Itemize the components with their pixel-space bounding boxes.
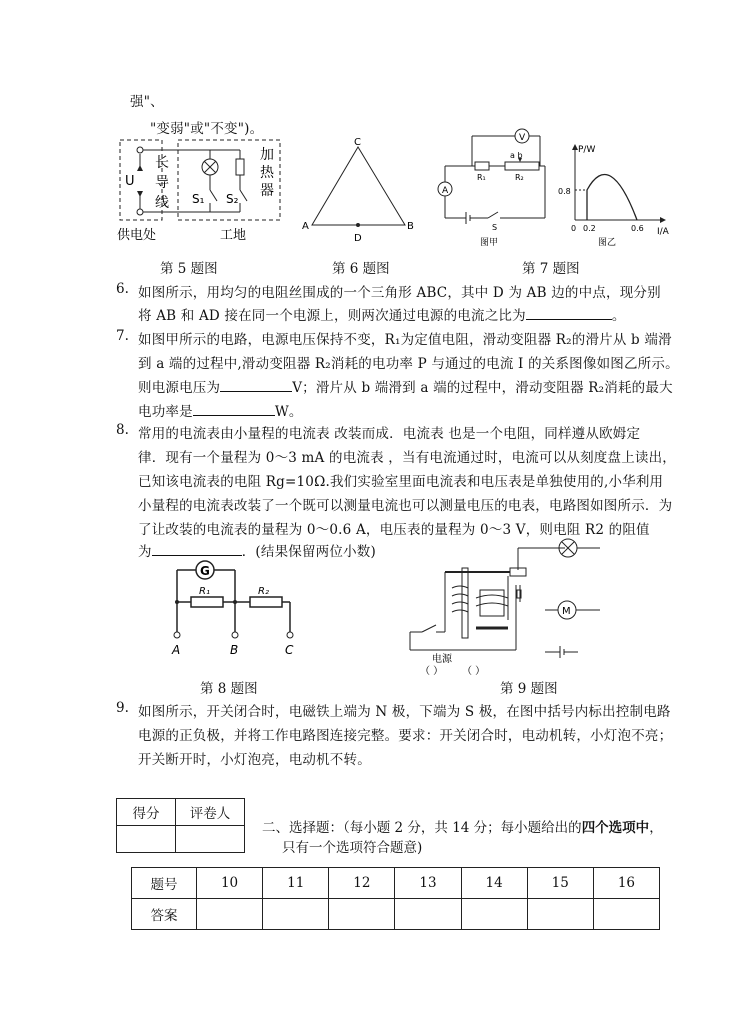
fig8-label-g: G xyxy=(200,564,210,578)
fig7-label-v: V xyxy=(519,133,526,143)
q9-line-2: 电源的正负极，并将工作电路图连接完整。要求：开关闭合时，电动机转，小灯泡不亮； xyxy=(138,728,673,744)
fig5-label-heater-3: 器 xyxy=(260,183,274,199)
answer-cell[interactable] xyxy=(263,899,329,930)
q8-line-6-a: 为 xyxy=(138,544,152,560)
fig7-label-jia: 图甲 xyxy=(480,238,499,248)
fig6-label-a: A xyxy=(302,221,309,232)
answer-cell[interactable] xyxy=(197,899,263,930)
fig7-caption: 第 7 题图 xyxy=(522,261,580,277)
question-number-cell: 11 xyxy=(263,868,329,899)
score-header: 得分 xyxy=(117,799,176,826)
fig9-label-m: M xyxy=(562,606,571,617)
score-cell[interactable] xyxy=(117,826,176,853)
fig5-label-heater-1: 加 xyxy=(260,147,274,163)
figure-9-relay-circuit xyxy=(400,540,610,675)
fig5-caption: 第 5 题图 xyxy=(160,261,218,277)
q6-number: 6. xyxy=(116,281,129,297)
fig7-label-x0: 0 xyxy=(571,224,577,233)
top-line-2: "变弱"或"不变")。 xyxy=(150,121,264,137)
section-2-heading xyxy=(262,816,663,836)
q6-line-1: 如图所示，用均匀的电阻丝围成的一个三角形 ABC，其中 D 为 AB 边的中点，现分别 xyxy=(138,285,661,301)
fig5-label-supply: 供电处 xyxy=(117,228,157,243)
figure-5-circuit xyxy=(115,135,290,250)
answer-cell[interactable] xyxy=(461,899,527,930)
q7-number: 7. xyxy=(116,328,129,344)
fig9-label-p2: （ ） xyxy=(462,666,486,677)
fig7-label-r1: R₁ xyxy=(477,173,486,182)
question-number-cell: 14 xyxy=(461,868,527,899)
fig5-label-u: U xyxy=(125,174,135,189)
fig7-label-a: A xyxy=(442,186,449,196)
q7-line-2: 到 a 端的过程中,滑动变阻器 R₂消耗的电功率 P 与通过的电流 I 的关系图像如图乙所示。 xyxy=(138,356,679,372)
fig7-label-ia: I/A xyxy=(657,227,669,237)
q7-line-1: 如图甲所示的电路，电源电压保持不变，R₁为定值电阻，滑动变阻器 R₂的滑片从 b 端滑 xyxy=(138,332,672,348)
q7-line-3 xyxy=(138,376,673,396)
fig8-label-r1: R₁ xyxy=(199,586,210,597)
question-number-cell: 15 xyxy=(527,868,593,899)
q8-resistance-blank[interactable] xyxy=(152,543,242,556)
fig8-label-a: A xyxy=(172,643,181,657)
q8-line-6 xyxy=(138,540,376,560)
fig6-label-c: C xyxy=(354,137,361,148)
answer-cell[interactable] xyxy=(527,899,593,930)
question-number-label: 题号 xyxy=(132,868,197,899)
grader-cell[interactable] xyxy=(176,826,245,853)
fig5-label-cable-1: 长 xyxy=(155,155,169,171)
figure-8-circuit xyxy=(165,560,315,665)
fig8-label-b: B xyxy=(230,643,239,657)
q7-line-3-b: V；滑片从 b 端滑到 a 端的过程中，滑动变阻器 R₂消耗的最大 xyxy=(292,380,673,396)
fig5-label-heater-2: 热 xyxy=(260,165,274,181)
fig7-label-r2: R₂ xyxy=(515,173,524,182)
q7-line-4-a: 电功率是 xyxy=(138,404,193,420)
question-number-cell: 13 xyxy=(395,868,461,899)
fig5-label-site: 工地 xyxy=(220,228,247,243)
fig7-label-x02: 0.2 xyxy=(583,224,596,233)
fig7-label-x06: 0.6 xyxy=(631,224,644,233)
section-2-line-1-bold: 四个选项中 xyxy=(581,820,650,836)
fig8-label-r2: R₂ xyxy=(258,586,269,597)
question-number-cell: 16 xyxy=(593,868,659,899)
figure-6-triangle xyxy=(300,135,420,245)
fig9-caption: 第 9 题图 xyxy=(500,681,558,697)
q7-line-4 xyxy=(138,400,303,420)
fig7-label-pw: P/W xyxy=(578,145,596,155)
q8-line-1: 常用的电流表由小量程的电流表 改装而成．电流表 也是一个电阻，同样遵从欧姆定 xyxy=(138,426,641,442)
answer-table xyxy=(131,867,660,930)
figure-7-circuit-and-graph xyxy=(430,128,675,248)
q8-line-5: 了让改装的电流表的量程为 0～0.6 A，电压表的量程为 0～3 V，则电阻 R2 的阻值 xyxy=(138,522,650,538)
fig7-label-yi: 图乙 xyxy=(598,238,617,248)
q8-line-3: 已知该电流表的电阻 Rg=10Ω.我们实验室里面电流表和电压表是单独使用的,小华利用 xyxy=(138,474,664,490)
section-2-line-1: 二、选择题：（每小题 2 分，共 14 分；每小题给出的 xyxy=(262,820,582,836)
q7-power-blank[interactable] xyxy=(193,403,275,416)
fig7-label-s: S xyxy=(492,223,498,232)
q9-line-1: 如图所示，开关闭合时，电磁铁上端为 N 极，下端为 S 极，在图中括号内标出控制电路 xyxy=(138,704,671,720)
q8-line-4: 小量程的电流表改装了一个既可以测量电流也可以测量电压的电表，电路图如图所示．为 xyxy=(138,498,673,514)
answer-cell[interactable] xyxy=(329,899,395,930)
fig8-label-c: C xyxy=(285,643,294,657)
fig5-label-s1: S₁ xyxy=(192,192,205,206)
question-number-cell: 12 xyxy=(329,868,395,899)
q9-line-3: 开关断开时，小灯泡亮，电动机不转。 xyxy=(138,752,371,768)
q9-number: 9. xyxy=(116,700,129,716)
fig5-label-cable-2: 导 xyxy=(155,175,169,191)
fig6-label-d: D xyxy=(354,233,362,244)
q8-number: 8. xyxy=(116,422,129,438)
fig7-label-y08: 0.8 xyxy=(558,187,571,196)
q7-voltage-blank[interactable] xyxy=(220,379,292,392)
fig8-caption: 第 8 题图 xyxy=(200,681,258,697)
answer-label: 答案 xyxy=(132,899,197,930)
question-number-cell: 10 xyxy=(197,868,263,899)
answer-cell[interactable] xyxy=(593,899,659,930)
q6-answer-blank[interactable] xyxy=(526,307,612,320)
section-2-line-1-end: ， xyxy=(649,820,663,836)
score-table xyxy=(116,798,245,853)
q6-line-2-end: 。 xyxy=(611,308,626,324)
top-line-1: 强"、 xyxy=(130,94,164,110)
section-2-line-2: 只有一个选项符合题意) xyxy=(282,840,423,856)
q7-line-3-a: 则电源电压为 xyxy=(138,380,221,396)
q8-line-6-b: ．(结果保留两位小数) xyxy=(241,544,376,560)
fig5-label-s2: S₂ xyxy=(226,192,239,206)
fig9-label-power: 电源 xyxy=(432,654,452,665)
q7-line-4-b: W。 xyxy=(274,404,303,420)
q8-line-2: 律．现有一个量程为 0～3 mA 的电流表 ，当有电流通过时，电流可以从刻度盘上读出， xyxy=(138,450,676,466)
fig5-label-cable-3: 线 xyxy=(155,195,169,211)
fig6-caption: 第 6 题图 xyxy=(332,261,390,277)
q6-line-2 xyxy=(138,304,626,324)
fig6-label-b: B xyxy=(407,221,414,232)
q6-line-2-text: 将 AB 和 AD 接在同一个电源上，则两次通过电源的电流之比为 xyxy=(138,308,526,324)
fig7-label-ab: a b xyxy=(510,151,523,160)
fig9-label-p1: （ ） xyxy=(420,666,444,677)
grader-header: 评卷人 xyxy=(176,799,245,826)
answer-cell[interactable] xyxy=(395,899,461,930)
